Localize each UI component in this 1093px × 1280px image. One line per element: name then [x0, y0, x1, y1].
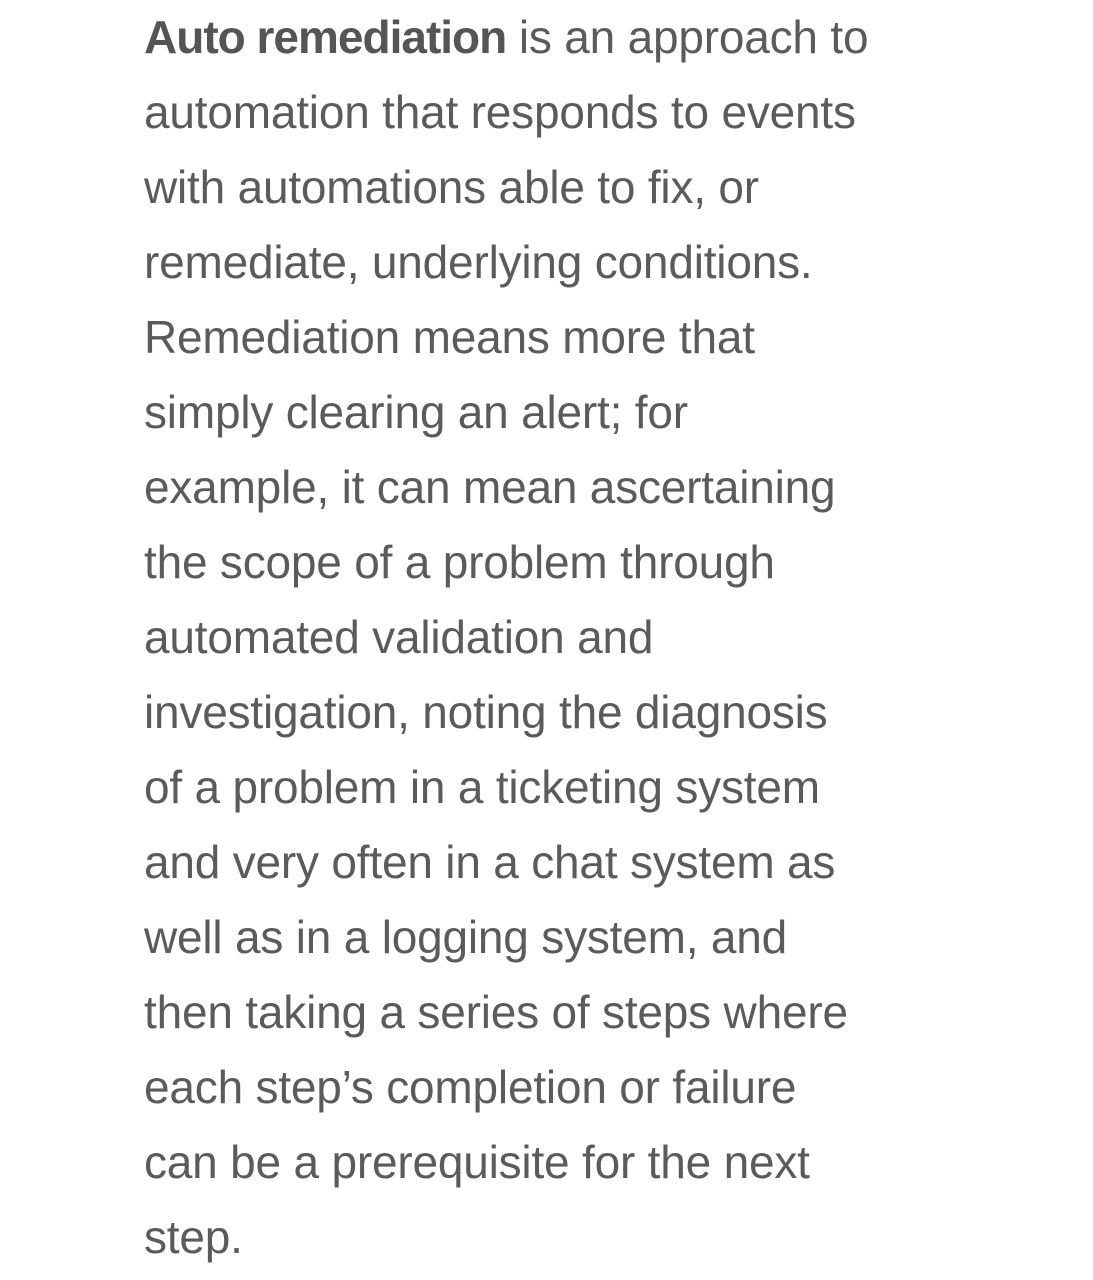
paragraph-line: and very often in a chat system as — [144, 836, 836, 888]
paragraph-line: the scope of a problem through — [144, 536, 775, 588]
definition-paragraph — [144, 0, 1044, 1275]
paragraph-line: simply clearing an alert; for — [144, 386, 688, 438]
paragraph-line: remediate, underlying conditions. — [144, 236, 813, 288]
paragraph-line-1 — [144, 0, 1044, 75]
paragraph-line: investigation, noting the diagnosis — [144, 686, 828, 738]
paragraph-line: with automations able to fix, or — [144, 161, 759, 213]
paragraph-line: can be a prerequisite for the next — [144, 1136, 810, 1188]
paragraph-line: of a problem in a ticketing system — [144, 761, 820, 813]
paragraph-line: automated validation and — [144, 611, 654, 663]
paragraph-line: well as in a logging system, and — [144, 911, 788, 963]
paragraph-line: each step’s completion or failure — [144, 1061, 797, 1113]
paragraph-line: automation that responds to events — [144, 86, 856, 138]
paragraph-line: example, it can mean ascertaining — [144, 461, 836, 513]
paragraph-line: step. — [144, 1211, 243, 1263]
first-line-text: is an approach to — [506, 11, 869, 63]
defined-term: Auto remediation — [144, 11, 507, 63]
paragraph-line: Remediation means more that — [144, 311, 755, 363]
paragraph-line: then taking a series of steps where — [144, 986, 848, 1038]
